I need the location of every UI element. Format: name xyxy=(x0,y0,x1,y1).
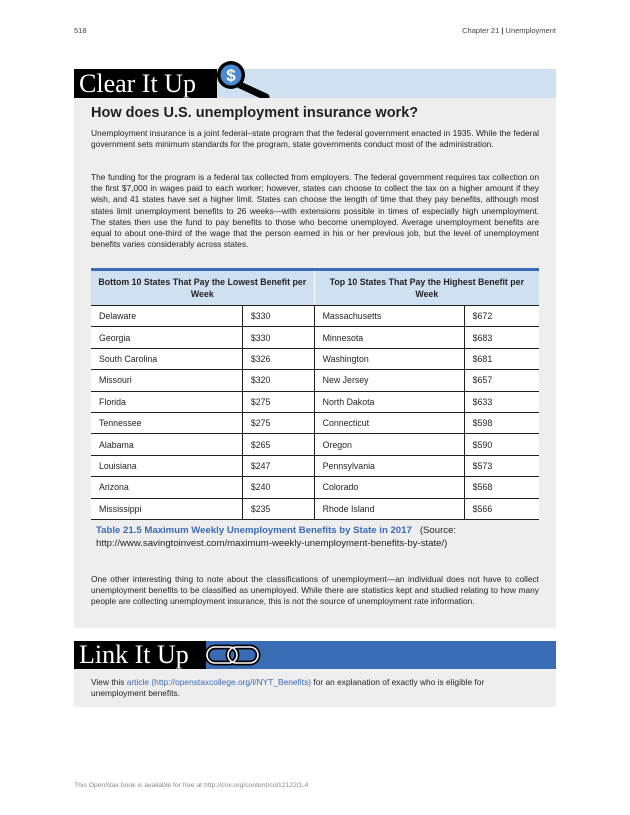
cell-benefit-low: $275 xyxy=(242,391,314,412)
clear-it-up-banner xyxy=(74,66,556,98)
paragraph-1: Unemployment insurance is a joint federal–state program that the federal government enacted in 1935. While the federal government sets minimum standards for the program, state governments conduct most of the administration. xyxy=(91,128,539,150)
cell-state-low: Alabama xyxy=(91,434,242,455)
cell-state-low: South Carolina xyxy=(91,348,242,369)
table-row xyxy=(91,391,539,412)
cell-state-high: New Jersey xyxy=(314,370,464,391)
cell-state-low: Louisiana xyxy=(91,455,242,476)
cell-benefit-high: $672 xyxy=(464,306,539,327)
table-row xyxy=(91,327,539,348)
cell-state-low: Florida xyxy=(91,391,242,412)
table-row xyxy=(91,412,539,433)
cell-benefit-low: $265 xyxy=(242,434,314,455)
table-row xyxy=(91,348,539,369)
cell-benefit-low: $320 xyxy=(242,370,314,391)
link-it-up-banner xyxy=(74,641,556,669)
cell-state-high: Massachusetts xyxy=(314,306,464,327)
cell-state-high: Washington xyxy=(314,348,464,369)
cell-benefit-low: $330 xyxy=(242,306,314,327)
page-footer: This OpenStax book is available for free at http://cnx.org/content/col12122/1.4 xyxy=(74,782,309,789)
cell-state-high: Rhode Island xyxy=(314,498,464,519)
link-it-up-tab xyxy=(74,641,206,669)
cell-state-high: Minnesota xyxy=(314,327,464,348)
cell-state-high: Pennsylvania xyxy=(314,455,464,476)
cell-benefit-high: $657 xyxy=(464,370,539,391)
cell-state-high: North Dakota xyxy=(314,391,464,412)
cell-benefit-high: $681 xyxy=(464,348,539,369)
cell-benefit-low: $247 xyxy=(242,455,314,476)
cell-state-high: Colorado xyxy=(314,477,464,498)
cell-benefit-high: $683 xyxy=(464,327,539,348)
cell-benefit-low: $330 xyxy=(242,327,314,348)
cell-benefit-low: $326 xyxy=(242,348,314,369)
cell-benefit-high: $566 xyxy=(464,498,539,519)
cell-state-low: Georgia xyxy=(91,327,242,348)
table-row xyxy=(91,306,539,327)
cell-benefit-high: $573 xyxy=(464,455,539,476)
paragraph-2: The funding for the program is a federal tax collected from employers. The federal government requires tax collection on the first $7,000 in wages paid to each worker; however, states can choose to collect the tax on a higher amount if they wish, and 41 states have set a higher limit. States can choose the length of time that they pay benefits, although most states limit unemployment benefits to 26 weeks—with extensions possible in times of especially high unemployment. The states then use the fund to pay benefits to those who become unemployed. Average unemployment benefits are equal to about one-third of the wage that the person earned in his or her previous job, but the level of unemployment benefits varies considerably across states. xyxy=(91,172,539,250)
cell-benefit-high: $568 xyxy=(464,477,539,498)
clear-it-up-title: Clear It Up xyxy=(79,69,196,98)
table-row xyxy=(91,477,539,498)
link-it-up-text: View this article (http://openstaxcollege.org/l/NYT_Benefits) for an explanation of exactly who is eligible for unemployment benefits. xyxy=(91,677,485,699)
chapter-label: Chapter 21 | Unemployment xyxy=(462,26,556,35)
table-row xyxy=(91,498,539,519)
table-header-top: Top 10 States That Pay the Highest Benefit per Week xyxy=(314,270,539,306)
cell-state-high: Connecticut xyxy=(314,412,464,433)
table-header-bottom: Bottom 10 States That Pay the Lowest Benefit per Week xyxy=(91,270,314,306)
cell-benefit-high: $598 xyxy=(464,412,539,433)
article-link[interactable]: article (http://openstaxcollege.org/l/NYT_Benefits) xyxy=(126,677,312,687)
cell-state-low: Mississippi xyxy=(91,498,242,519)
question-heading: How does U.S. unemployment insurance work? xyxy=(91,105,419,121)
cell-benefit-high: $633 xyxy=(464,391,539,412)
cell-state-low: Delaware xyxy=(91,306,242,327)
clear-it-up-tab xyxy=(74,69,217,98)
caption-title: Table 21.5 Maximum Weekly Unemployment Benefits by State in 2017 xyxy=(96,525,412,536)
cell-benefit-high: $590 xyxy=(464,434,539,455)
table-row xyxy=(91,434,539,455)
chain-link-icon xyxy=(204,641,264,669)
table-row xyxy=(91,370,539,391)
cell-state-low: Missouri xyxy=(91,370,242,391)
table-caption xyxy=(96,524,536,551)
cell-benefit-low: $240 xyxy=(242,477,314,498)
cell-benefit-low: $275 xyxy=(242,412,314,433)
paragraph-3: One other interesting thing to note about the classifications of unemployment—an individual does not have to collect unemployment benefits to be classified as unemployed. While there are statistics kept and studied relating to how many people are collecting unemployment insurance, this is not the source of unemployment rate information. xyxy=(91,574,539,607)
link-it-up-title: Link It Up xyxy=(79,640,189,669)
benefits-table xyxy=(91,268,539,520)
svg-text:$: $ xyxy=(226,66,236,85)
caption-source: (Source: http://www.savingtoinvest.com/maximum-weekly-unemployment-benefits-by-state/) xyxy=(96,525,457,550)
page-number: 518 xyxy=(74,26,87,35)
cell-state-low: Tennessee xyxy=(91,412,242,433)
table-row xyxy=(91,455,539,476)
cell-state-low: Arizona xyxy=(91,477,242,498)
cell-state-high: Oregon xyxy=(314,434,464,455)
cell-benefit-low: $235 xyxy=(242,498,314,519)
magnifying-glass-dollar-icon xyxy=(214,57,272,101)
